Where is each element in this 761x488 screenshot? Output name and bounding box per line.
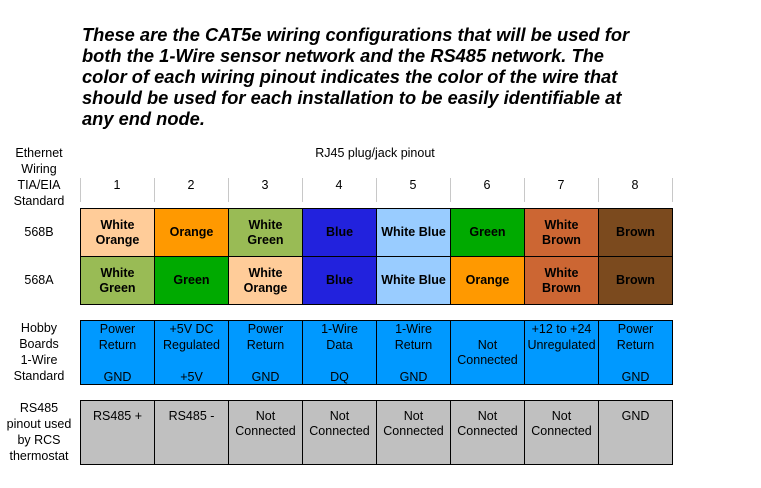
cell-rs485-pin-8: GND bbox=[598, 400, 673, 465]
cell-568b-pin-1: White Orange bbox=[80, 208, 155, 257]
pin-divider bbox=[598, 178, 599, 202]
pin-divider bbox=[80, 178, 81, 202]
row-label-568a: 568A bbox=[24, 273, 54, 287]
cell-568b-pin-7: White Brown bbox=[524, 208, 599, 257]
pin-number-2: 2 bbox=[187, 178, 195, 192]
cell-rs485-pin-7: Not Connected bbox=[524, 400, 599, 465]
pin-divider bbox=[154, 178, 155, 202]
cell-rs485-pin-4: Not Connected bbox=[302, 400, 377, 465]
row-label-hobby-boards: Hobby Boards 1-Wire Standard bbox=[13, 321, 65, 383]
cell-568b-pin-6: Green bbox=[450, 208, 525, 257]
cell-hobby-pin-8: Power Return GND bbox=[598, 320, 673, 385]
cell-hobby-pin-7: +12 to +24 Unregulated bbox=[524, 320, 599, 385]
cell-hobby-pin-4: 1-Wire Data DQ bbox=[302, 320, 377, 385]
pin-number-7: 7 bbox=[557, 178, 565, 192]
pin-number-4: 4 bbox=[335, 178, 343, 192]
pin-divider bbox=[228, 178, 229, 202]
pin-number-5: 5 bbox=[409, 178, 417, 192]
cell-hobby-pin-3: Power Return GND bbox=[228, 320, 303, 385]
cell-568a-pin-3: White Orange bbox=[228, 256, 303, 305]
page-title: These are the CAT5e wiring configurations that will be used for both the 1-Wire sensor network and the RS485 network. The color of each wiring pinout indicates the color of the wire that should be used for each installation to be easily identifiable at any end node. bbox=[82, 24, 630, 129]
pin-divider bbox=[672, 178, 673, 202]
cell-hobby-pin-5: 1-Wire Return GND bbox=[376, 320, 451, 385]
cell-568b-pin-5: White Blue bbox=[376, 208, 451, 257]
pinout-label: RJ45 plug/jack pinout bbox=[315, 146, 435, 160]
pin-divider bbox=[450, 178, 451, 202]
cell-rs485-pin-5: Not Connected bbox=[376, 400, 451, 465]
standard-label: Ethernet Wiring TIA/EIA Standard bbox=[13, 146, 65, 208]
cell-rs485-pin-1: RS485 + bbox=[80, 400, 155, 465]
cell-568a-pin-1: White Green bbox=[80, 256, 155, 305]
cell-568b-pin-3: White Green bbox=[228, 208, 303, 257]
pin-number-8: 8 bbox=[631, 178, 639, 192]
cell-rs485-pin-2: RS485 - bbox=[154, 400, 229, 465]
cell-hobby-pin-6: Not Connected bbox=[450, 320, 525, 385]
cell-568a-pin-6: Orange bbox=[450, 256, 525, 305]
pin-number-6: 6 bbox=[483, 178, 491, 192]
pin-number-3: 3 bbox=[261, 178, 269, 192]
cell-568b-pin-2: Orange bbox=[154, 208, 229, 257]
cell-568a-pin-2: Green bbox=[154, 256, 229, 305]
pin-number-1: 1 bbox=[113, 178, 121, 192]
cell-hobby-pin-2: +5V DC Regulated +5V bbox=[154, 320, 229, 385]
cell-568a-pin-5: White Blue bbox=[376, 256, 451, 305]
pin-divider bbox=[376, 178, 377, 202]
row-label-568b: 568B bbox=[24, 225, 54, 239]
cell-rs485-pin-6: Not Connected bbox=[450, 400, 525, 465]
cell-568b-pin-4: Blue bbox=[302, 208, 377, 257]
cell-568a-pin-8: Brown bbox=[598, 256, 673, 305]
cell-rs485-pin-3: Not Connected bbox=[228, 400, 303, 465]
row-label-rs485: RS485 pinout used by RCS thermostat bbox=[6, 401, 72, 463]
pin-divider bbox=[524, 178, 525, 202]
cell-568a-pin-7: White Brown bbox=[524, 256, 599, 305]
pin-divider bbox=[302, 178, 303, 202]
cell-hobby-pin-1: Power Return GND bbox=[80, 320, 155, 385]
cell-568a-pin-4: Blue bbox=[302, 256, 377, 305]
cell-568b-pin-8: Brown bbox=[598, 208, 673, 257]
